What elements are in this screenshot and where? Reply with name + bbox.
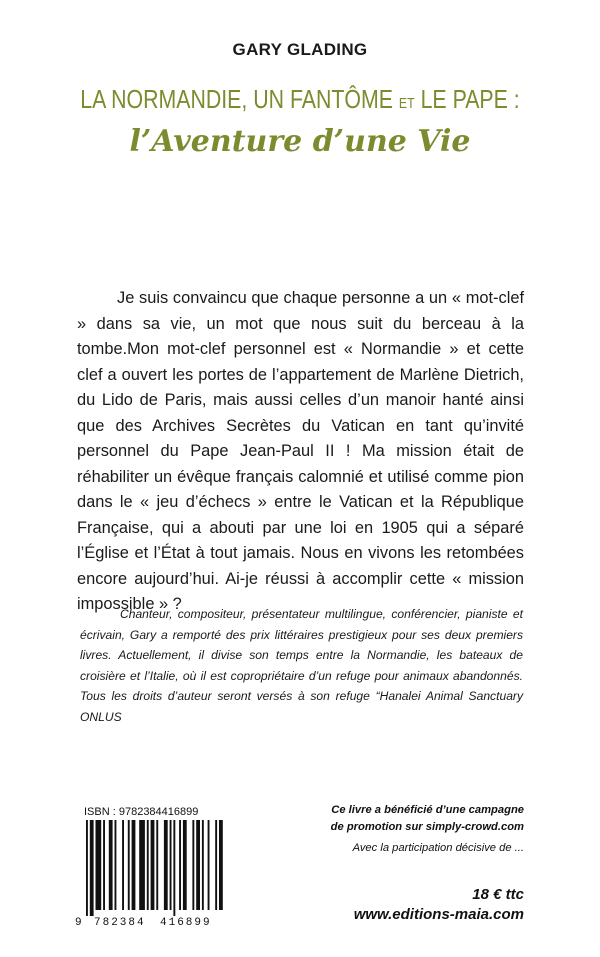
participation-note: Avec la participation décisive de ... bbox=[352, 842, 524, 854]
barcode-bar bbox=[202, 820, 204, 910]
barcode-bar bbox=[139, 820, 145, 910]
book-subtitle: l’Aventure d’une Vie bbox=[129, 124, 471, 159]
barcode-bar bbox=[156, 820, 158, 910]
author-name: GARY GLADING bbox=[232, 40, 368, 59]
barcode-bar bbox=[147, 820, 149, 910]
title-part-1: LA NORMANDIE, UN FANTÔME bbox=[80, 84, 399, 114]
barcode-bar bbox=[122, 820, 124, 910]
title-et: ET bbox=[398, 95, 415, 112]
barcode-digits-left: 782384 bbox=[94, 917, 146, 928]
barcode-bar bbox=[86, 820, 88, 916]
barcode-bar bbox=[103, 820, 105, 910]
title-part-2: LE PAPE : bbox=[414, 84, 520, 114]
barcode-bar bbox=[90, 820, 94, 916]
barcode-bar bbox=[151, 820, 155, 910]
barcode-bar bbox=[219, 820, 223, 910]
barcode-digits-right: 416899 bbox=[160, 917, 212, 928]
publisher-website: www.editions-maia.com bbox=[353, 906, 524, 923]
isbn-label: ISBN : 9782384416899 bbox=[84, 806, 199, 818]
barcode-bar bbox=[215, 820, 217, 910]
promotion-line-2: de promotion sur simply-crowd.com bbox=[330, 821, 524, 833]
blurb-paragraph: Je suis convaincu que chaque personne a un « mot-clef » dans sa vie, un mot que nous suit du berceau à la tombe.Mon mot-clef personnel est « Normandie » et cette clef a ouvert les portes de l’appartement de Marlène Dietrich, du Lido de Paris, mais aussi celles d’un manoir hanté ainsi que des Archives Secrètes du Vatican en tant qu’invité personnel du Pape Jean-Paul II ! Ma mission était de réhabiliter un évêque français calomnié et utilisé comme pion dans le « jeu d’échecs » entre le Vatican et la République Française, qui a abouti par une loi en 1905 qui a séparé l’Église et l’État à tout jamais. Nous en vivons les retombées encore aujourd’hui. Ai-je réussi à accomplir cette « mission impossible » ? bbox=[77, 289, 524, 613]
barcode-bar bbox=[208, 820, 210, 910]
barcode-digit-first: 9 bbox=[75, 917, 82, 928]
back-cover-blurb bbox=[77, 286, 524, 618]
barcode-bar bbox=[196, 820, 200, 910]
barcode-bar bbox=[115, 820, 117, 910]
barcode-bar bbox=[183, 820, 187, 910]
barcode-bar bbox=[170, 820, 172, 910]
barcode-bar bbox=[179, 820, 181, 910]
barcode-bar bbox=[128, 820, 130, 910]
barcode-bar bbox=[173, 820, 175, 916]
barcode-bar bbox=[132, 820, 136, 910]
barcode-bars bbox=[86, 820, 223, 916]
bio-paragraph: Chanteur, compositeur, présentateur multilingue, conférencier, pianiste et écrivain, Gary a remporté des prix littéraires prestigieux pour ses deux premiers livres. Actuellement, il divise son temps entre la Normandie, les bateaux de croisière et l’Italie, où il est copropriétaire d’un refuge pour animaux abandonnés. Tous les droits d’auteur seront versés à son refuge “Hanalei Animal Sanctuary ONLUS bbox=[80, 607, 523, 724]
barcode-bar bbox=[164, 820, 168, 910]
barcode-bar bbox=[109, 820, 113, 910]
promotion-line-1: Ce livre a bénéficié d’une campagne bbox=[331, 804, 524, 816]
isbn-barcode bbox=[72, 820, 232, 928]
promotion-notice bbox=[296, 802, 524, 836]
barcode-bar bbox=[96, 820, 102, 910]
price: 18 € ttc bbox=[472, 886, 524, 903]
author-bio bbox=[80, 604, 523, 728]
book-title bbox=[54, 84, 546, 119]
barcode-bar bbox=[192, 820, 194, 910]
